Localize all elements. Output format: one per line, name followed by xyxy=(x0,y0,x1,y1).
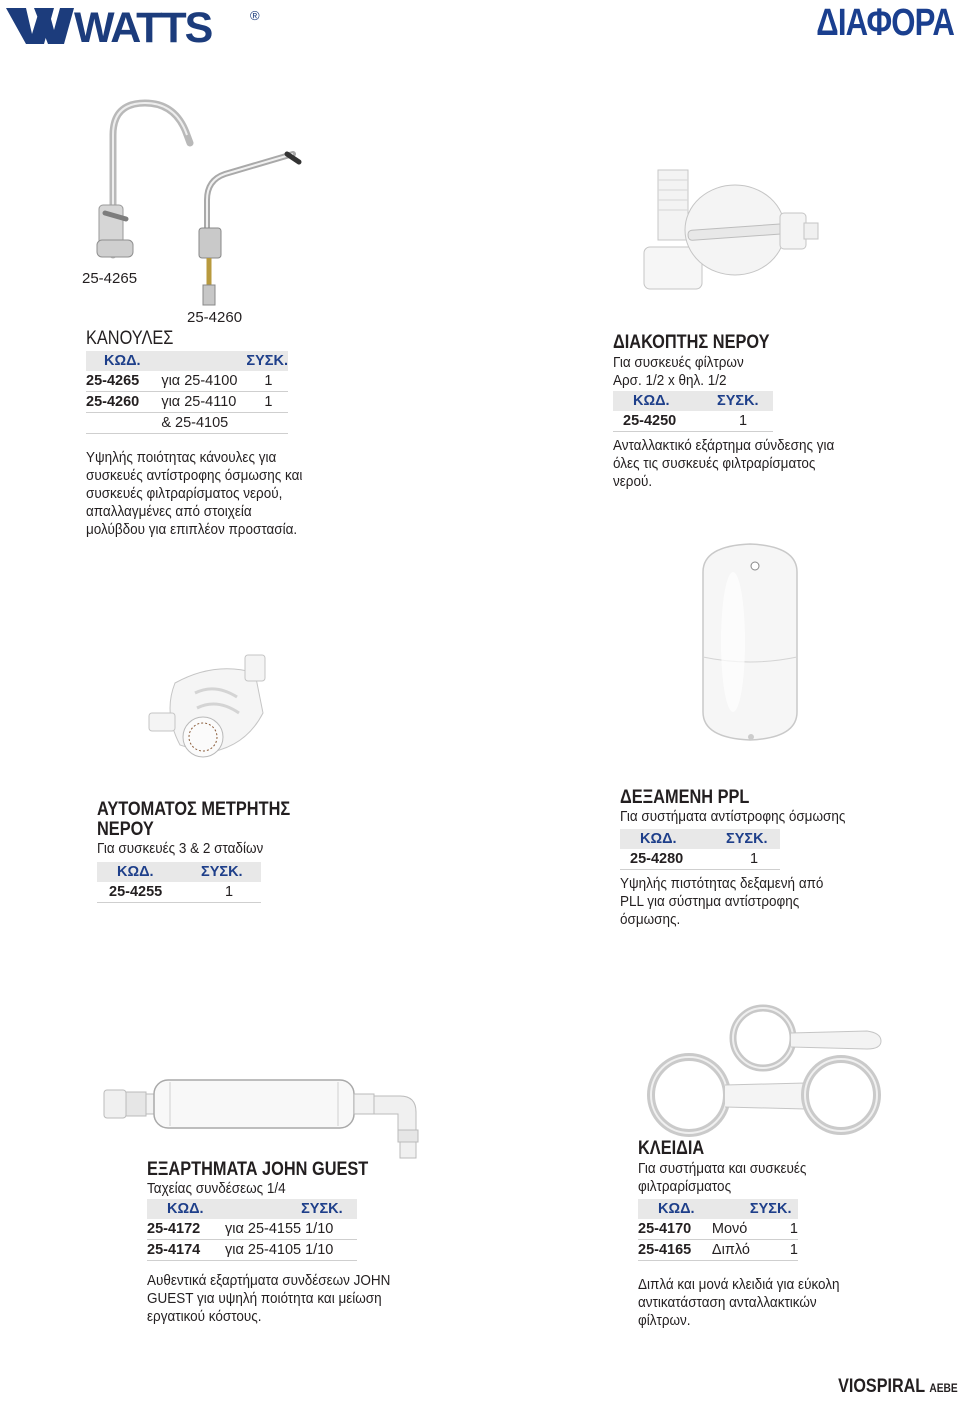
watts-logo xyxy=(4,4,264,52)
table-row xyxy=(86,371,288,392)
john-guest-fittings-image xyxy=(100,1070,440,1160)
fittings-table xyxy=(147,1199,357,1261)
table-row xyxy=(638,1240,798,1261)
faucet-25-4260-image xyxy=(185,140,405,370)
tank-table xyxy=(620,829,780,870)
row-pack: 1 xyxy=(201,882,261,903)
tank-description xyxy=(620,875,854,929)
row-desc: για 25-4105 xyxy=(225,1240,301,1261)
keys-subtitle-2: φιλτραρίσματος xyxy=(638,1178,732,1195)
keys-title: ΚΛΕΙΔΙΑ xyxy=(638,1138,705,1159)
valve-image xyxy=(640,165,840,305)
row-pack: 1 xyxy=(726,849,780,870)
table-row xyxy=(147,1219,357,1240)
meter-subtitle: Για συσκευές 3 & 2 σταδίων xyxy=(97,840,264,857)
row-code: 25-4265 xyxy=(86,371,161,392)
desc-line: Υψηλής πιστότητας δεξαμενή από xyxy=(620,875,824,892)
row-code: 25-4255 xyxy=(97,882,201,903)
valve-table xyxy=(613,391,773,432)
col-code-header: ΚΩΔ. xyxy=(147,1199,225,1219)
valve-table-header xyxy=(613,391,773,411)
row-desc: για 25-4110 xyxy=(161,392,246,413)
tank-subtitle: Για συστήματα αντίστροφης όσμωσης xyxy=(620,808,846,825)
keys-subtitle-1: Για συστήματα και συσκευές xyxy=(638,1160,807,1177)
tank-title: ΔΕΞΑΜΕΝΗ PPL xyxy=(620,787,750,808)
tank-table-header xyxy=(620,829,780,849)
table-row xyxy=(638,1219,798,1240)
desc-line: Διπλά και μονά κλειδιά για εύκολη xyxy=(638,1276,840,1293)
col-code-header: ΚΩΔ. xyxy=(620,829,726,849)
footer-brand-name: VIOSPIRAL xyxy=(838,1376,926,1397)
keys-table-header xyxy=(638,1199,798,1219)
meter-title-line-2: ΝΕΡΟΥ xyxy=(97,819,154,840)
footer-brand xyxy=(838,1376,958,1398)
col-code-header: ΚΩΔ. xyxy=(638,1199,712,1219)
desc-line: μολύβδου για επιπλέον προστασία. xyxy=(86,521,298,538)
tank-image xyxy=(695,542,805,742)
keys-description xyxy=(638,1276,890,1330)
row-code: 25-4172 xyxy=(147,1219,225,1240)
table-row xyxy=(97,882,261,903)
row-pack: 1/10 xyxy=(301,1240,357,1261)
valve-subtitle-1: Για συσκευές φίλτρων xyxy=(613,354,744,371)
row-code: 25-4260 xyxy=(86,392,161,413)
faucets-title: ΚΑΝΟΥΛΕΣ xyxy=(86,328,174,349)
meter-title-line-1: ΑΥΤΟΜΑΤΟΣ ΜΕΤΡΗΤΗΣ xyxy=(97,799,291,820)
row-code: 25-4280 xyxy=(620,849,726,870)
table-row xyxy=(613,411,773,432)
row-pack: 1 xyxy=(246,392,288,413)
keys-table xyxy=(638,1199,798,1261)
page-title: ΔΙΑΦΟΡΑ xyxy=(816,2,954,44)
meter-table xyxy=(97,862,261,903)
fittings-subtitle: Ταχείας συνδέσεως 1/4 xyxy=(147,1180,286,1197)
desc-line: αντικατάσταση ανταλλακτικών xyxy=(638,1294,817,1311)
fittings-title: ΕΞΑΡΤΗΜΑΤΑ JOHN GUEST xyxy=(147,1159,369,1180)
row-desc: για 25-4100 xyxy=(161,371,246,392)
row-pack: 1/10 xyxy=(301,1219,357,1240)
col-pack-header: ΣΥΣΚ. xyxy=(726,829,780,849)
col-pack-header: ΣΥΣΚ. xyxy=(750,1199,798,1219)
row-code: 25-4165 xyxy=(638,1240,712,1261)
row-pack: 1 xyxy=(750,1240,798,1261)
table-row xyxy=(86,413,288,434)
desc-line: συσκευές αντίστροφης όσμωσης και xyxy=(86,467,303,484)
table-row xyxy=(147,1240,357,1261)
desc-line: απαλλαγμένες από στοιχεία xyxy=(86,503,252,520)
col-code-header: ΚΩΔ. xyxy=(86,351,161,371)
col-pack-header: ΣΥΣΚ. xyxy=(201,862,261,882)
desc-line: Αυθεντικά εξαρτήματα συνδέσεων JOHN xyxy=(147,1272,391,1289)
row-code: 25-4170 xyxy=(638,1219,712,1240)
desc-line: νερού. xyxy=(613,473,653,490)
faucets-description xyxy=(86,449,320,539)
col-code-header: ΚΩΔ. xyxy=(97,862,201,882)
desc-line: Ανταλλακτικό εξάρτημα σύνδεσης για xyxy=(613,437,835,454)
row-code xyxy=(86,413,161,434)
fittings-table-header xyxy=(147,1199,357,1219)
logo-wordmark: WATTS xyxy=(74,4,212,52)
col-code-header: ΚΩΔ. xyxy=(613,391,717,411)
desc-line: GUEST για υψηλή ποιότητα και μείωση xyxy=(147,1290,382,1307)
desc-line: όλες τις συσκευές φιλτραρίσματος xyxy=(613,455,816,472)
faucets-table xyxy=(86,351,288,434)
row-desc: & 25-4105 xyxy=(161,413,246,434)
meter-table-header xyxy=(97,862,261,882)
meter-image xyxy=(145,653,285,773)
row-code: 25-4250 xyxy=(613,411,717,432)
table-row xyxy=(620,849,780,870)
row-pack: 1 xyxy=(750,1219,798,1240)
row-desc: Διπλό xyxy=(712,1240,750,1261)
row-desc: για 25-4155 xyxy=(225,1219,301,1240)
col-pack-header: ΣΥΣΚ. xyxy=(301,1199,357,1219)
watts-logo-mark xyxy=(4,4,264,52)
row-pack: 1 xyxy=(717,411,773,432)
desc-line: εργατικού κόστους. xyxy=(147,1308,262,1325)
faucets-table-header xyxy=(86,351,288,371)
desc-line: συσκευές φιλτραρίσματος νερού, xyxy=(86,485,283,502)
table-row xyxy=(86,392,288,413)
filter-keys-image xyxy=(645,1003,905,1153)
desc-line: Υψηλής ποιότητας κάνουλες για xyxy=(86,449,277,466)
logo-registered-mark: ® xyxy=(250,8,260,23)
footer-brand-suffix: AEBE xyxy=(929,1381,958,1395)
desc-line: PLL για σύστημα αντίστροφης xyxy=(620,893,800,910)
row-pack xyxy=(246,413,288,434)
desc-line: φίλτρων. xyxy=(638,1312,691,1329)
faucet-caption-25-4265: 25-4265 xyxy=(82,270,138,287)
valve-title: ΔΙΑΚΟΠΤΗΣ ΝΕΡΟΥ xyxy=(613,332,770,353)
valve-description xyxy=(613,437,847,491)
fittings-description xyxy=(147,1272,408,1326)
row-code: 25-4174 xyxy=(147,1240,225,1261)
col-pack-header: ΣΥΣΚ. xyxy=(246,351,288,371)
row-desc: Μονό xyxy=(712,1219,750,1240)
valve-subtitle-2: Αρσ. 1/2 x θηλ. 1/2 xyxy=(613,372,727,389)
faucet-caption-25-4260: 25-4260 xyxy=(187,309,243,326)
row-pack: 1 xyxy=(246,371,288,392)
col-pack-header: ΣΥΣΚ. xyxy=(717,391,773,411)
desc-line: όσμωσης. xyxy=(620,911,681,928)
